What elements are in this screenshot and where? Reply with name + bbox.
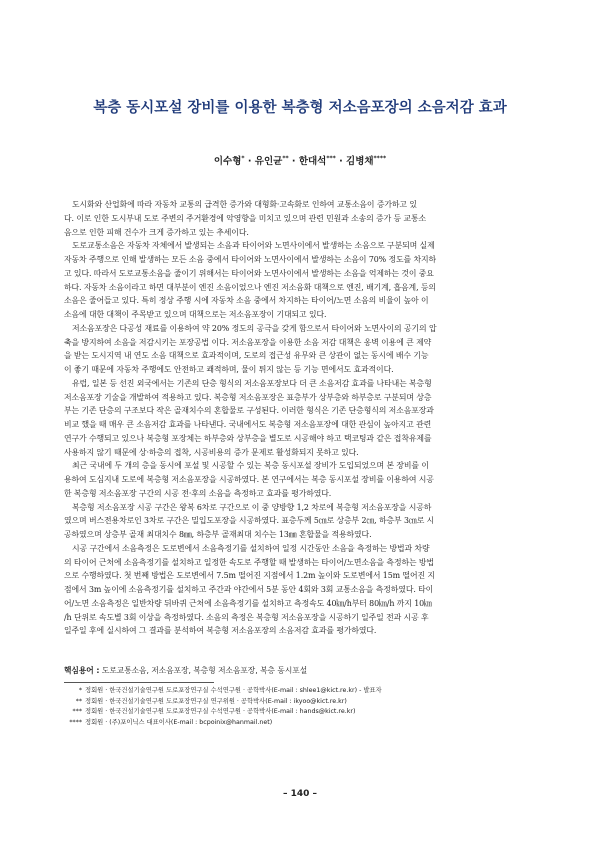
- footnote: [56, 697, 536, 708]
- keywords-label: 핵심용어 :: [64, 666, 100, 675]
- footnote-mark: *: [78, 687, 82, 694]
- author-name: 유인균: [254, 156, 283, 167]
- text-line: 시공 구간에서 소음측정은 도로변에서 소음측정기를 설치하여 일정 시간동안 소음을 측정하는 방법과 차량: [72, 543, 430, 553]
- page-number: – 140 –: [282, 789, 318, 799]
- footnote-divider: [64, 682, 214, 683]
- text-line: /h 단위로 속도별 3회 이상을 측정하였다. 소음의 측정은 복층형 저소음포장을 시공하기 일주일 전과 시공 후: [64, 612, 429, 622]
- footnote-text: 정회원 · 한국건설기술연구원 도로포장연구실 연구위원 · 공학박사(E-mail : ikyoo@kict.re.kr): [85, 697, 347, 705]
- author-separator: ·: [288, 156, 299, 167]
- footnote: [56, 718, 536, 729]
- text-line: 소음에 대한 대책이 주목받고 있으며 대책으로는 저소음포장이 기대되고 있다.: [64, 310, 327, 319]
- keywords: [64, 665, 536, 676]
- text-line: 어/노면 소음측정은 일반차량 뒤바퀴 근처에 소음측정기를 설치하고 측정속도 40㎞/h부터 80㎞/h 까지 10㎞: [64, 598, 432, 608]
- footnote: [56, 686, 536, 697]
- text-line: 음으로 인한 피해 건수가 크게 증가하고 있는 추세이다.: [64, 227, 249, 237]
- footnote-text: 정회원 · 한국건설기술연구원 도로포장연구실 수석연구원 · 공학박사(E-mail : hands@kict.re.kr): [85, 708, 356, 716]
- text-line: 축을 방지하여 소음을 저감시키는 포장공법 이다. 저소음포장을 이용한 소음 저감 대책은 옹벽 이용에 큰 제약: [64, 337, 432, 347]
- text-line: 소음은 줄어들고 있다. 특히 정상 주행 시에 자동차 소음 중에서 차지하는 타이어/노면 소음의 비율이 높아 이: [64, 296, 429, 306]
- footnotes: [56, 686, 536, 728]
- abstract-body: [64, 198, 536, 638]
- text-line: 고 있다. 따라서 도로교통소음을 줄이기 위해서는 타이어와 노면사이에서 발생하는 소음을 억제하는 것이 중요: [64, 268, 434, 278]
- author-mark: *: [241, 155, 245, 162]
- text-line: 하다. 자동차 소음이라고 하면 대부분이 엔진 소음이었으나 엔진 저소음화 대책으로 엔진, 배기계, 흡음계, 등의: [64, 282, 436, 292]
- text-line: 사용하지 않기 때문에 상·하층의 접착, 시공비용의 증가 문제로 활성화되지 못하고 있다.: [64, 447, 359, 457]
- footnote-text: 정회원 · (주)포이닉스 대표이사(E-mail : bcpoinix@hanmail.net): [85, 718, 273, 726]
- text-line: 을 받는 도시지역 내 연도 소음 대책으로 효과적이며, 도로의 접근성 유무와 큰 상관이 없는 동시에 배수 기능: [64, 351, 429, 361]
- text-line: 점에서 3m 높이에 소음측정기를 설치하고 주간과 야간에서 5분 동안 4회와 3회 교통소음을 측정하였다. 타이: [64, 585, 434, 594]
- footnote-mark: ****: [69, 718, 82, 726]
- footnote-mark: **: [75, 697, 82, 705]
- text-line: 다. 이로 인한 도시부내 도로 주변의 주거환경에 악영향을 미치고 있으며 관련 민원과 소송의 증가 등 교통소: [64, 213, 426, 223]
- text-line: 자동차 주행으로 인해 발생하는 모든 소음 중에서 타이어와 노면사이에서 발생하는 소음이 70% 정도를 차지하: [64, 255, 437, 264]
- text-line: 일주일 후에 실시하여 그 결과를 분석하여 복층형 저소음포장의 소음저감 효과를 평가하였다.: [64, 626, 377, 636]
- paragraph: [64, 377, 536, 460]
- keywords-text: 도로교통소음, 저소음포장, 복층형 저소음포장, 복층 동시포설: [101, 666, 308, 675]
- text-line: 도시화와 산업화에 따라 자동차 교통의 급격한 증가와 대형화·고속화로 인하여 교통소음이 증가하고 있: [72, 200, 417, 209]
- footnote: [56, 707, 536, 718]
- text-line: 연구가 수행되고 있으나 복층형 포장체는 하부층와 상부층을 별도로 시공해야 하고 택코팅과 같은 접착유제를: [64, 433, 432, 443]
- paragraph: [64, 459, 536, 500]
- paragraph: [64, 239, 536, 322]
- text-line: 였으며 버스전용차로인 3차로 구간은 밀입도포장을 시공하였다. 표층두께 5㎝로 상층부 2㎝, 하층부 3㎝로 시: [64, 516, 435, 526]
- author-mark: **: [282, 155, 289, 162]
- text-line: 복층형 저소음포장 시공 구간은 왕복 6차로 구간으로 이 중 양방향 1,2 차로에 복층형 저소음포장을 시공하: [72, 502, 432, 512]
- text-line: 저소음포장은 다공성 재료를 이용하여 약 20% 정도의 공극을 갖게 함으로서 타이어와 노면사이의 공기의 압: [72, 323, 437, 333]
- text-line: 부는 기존 단층의 구조보다 작은 골재치수의 혼합물로 구성된다. 이러한 형식은 기존 단층형식의 저소음포장과: [64, 406, 434, 416]
- author-list: [0, 153, 600, 167]
- author-mark: ***: [326, 155, 336, 162]
- author-name: 김병채: [346, 156, 374, 167]
- text-line: 저소음포장 기술을 개발하여 적용하고 있다. 복층형 저소음포장은 표층부가 상부층와 하부층로 구분되며 상층: [64, 392, 432, 402]
- text-line: 용하여 도심지내 도로에 복층형 저소음포장을 시공하였다. 본 연구에서는 복층 동시포설 장비를 이용하여 시공: [64, 475, 434, 484]
- paragraph: [64, 322, 536, 377]
- footnote-mark: ***: [72, 708, 82, 716]
- text-line: 이 좋기 때문에 자동차 주행에도 안전하고 쾌적하며, 물이 튀지 않는 등 기능 면에서도 효과적이다.: [64, 365, 394, 374]
- text-line: 으로 수행하였다. 첫 번째 방법은 도로변에서 7.5m 떨어진 지점에서 1.2m 높이와 도로변에서 15m 떨어진 지: [64, 571, 435, 581]
- author-name: 이수형: [213, 156, 242, 167]
- paragraph: [64, 501, 536, 542]
- paragraph: [64, 198, 536, 239]
- text-line: 공하였으며 상층부 골재 최대치수 8㎜, 하층부 골재최대 치수는 13㎜ 혼합물을 적용하였다.: [64, 530, 372, 539]
- text-line: 한 복층형 저소음포장 구간의 시공 전·후의 소음을 측정하고 효과를 평가하였다.: [64, 488, 332, 498]
- author-name: 한대석: [298, 156, 327, 167]
- author-mark: ****: [373, 155, 387, 162]
- text-line: 최근 국내에 두 개의 층을 동시에 포설 및 시공할 수 있는 복층 동시포설 장비가 도입되었으며 본 장비를 이: [72, 461, 429, 471]
- text-line: 의 타이어 근처에 소음측정기를 설치하고 일정한 속도로 주행할 때 발생하는 타이어/노면소음을 측정하는 방법: [64, 557, 434, 567]
- paragraph: [64, 542, 536, 638]
- paper-title: 복층 동시포설 장비를 이용한 복층형 저소음포장의 소음저감 효과: [93, 100, 507, 116]
- text-line: 유럽, 일본 등 선진 외국에서는 기존의 단층 형식의 저소음포장보다 더 큰 소음저감 효과를 나타내는 복층형: [72, 378, 432, 388]
- text-line: 비교 했을 때 매우 큰 소음저감 효과를 나타낸다. 국내에서도 복층형 저소음포장에 대한 관심이 높아지고 관련: [64, 420, 432, 429]
- text-line: 도로교통소음은 자동차 자체에서 발생되는 소음과 타이어와 노면사이에서 발생하는 소음으로 구분되며 실제: [72, 241, 435, 251]
- footnote-text: 정회원 · 한국건설기술연구원 도로포장연구실 수석연구원 · 공학박사(E-mail : shlee1@kict.re.kr) - 발표자: [85, 687, 382, 694]
- author-separator: ·: [244, 156, 255, 167]
- author-separator: ·: [335, 156, 347, 167]
